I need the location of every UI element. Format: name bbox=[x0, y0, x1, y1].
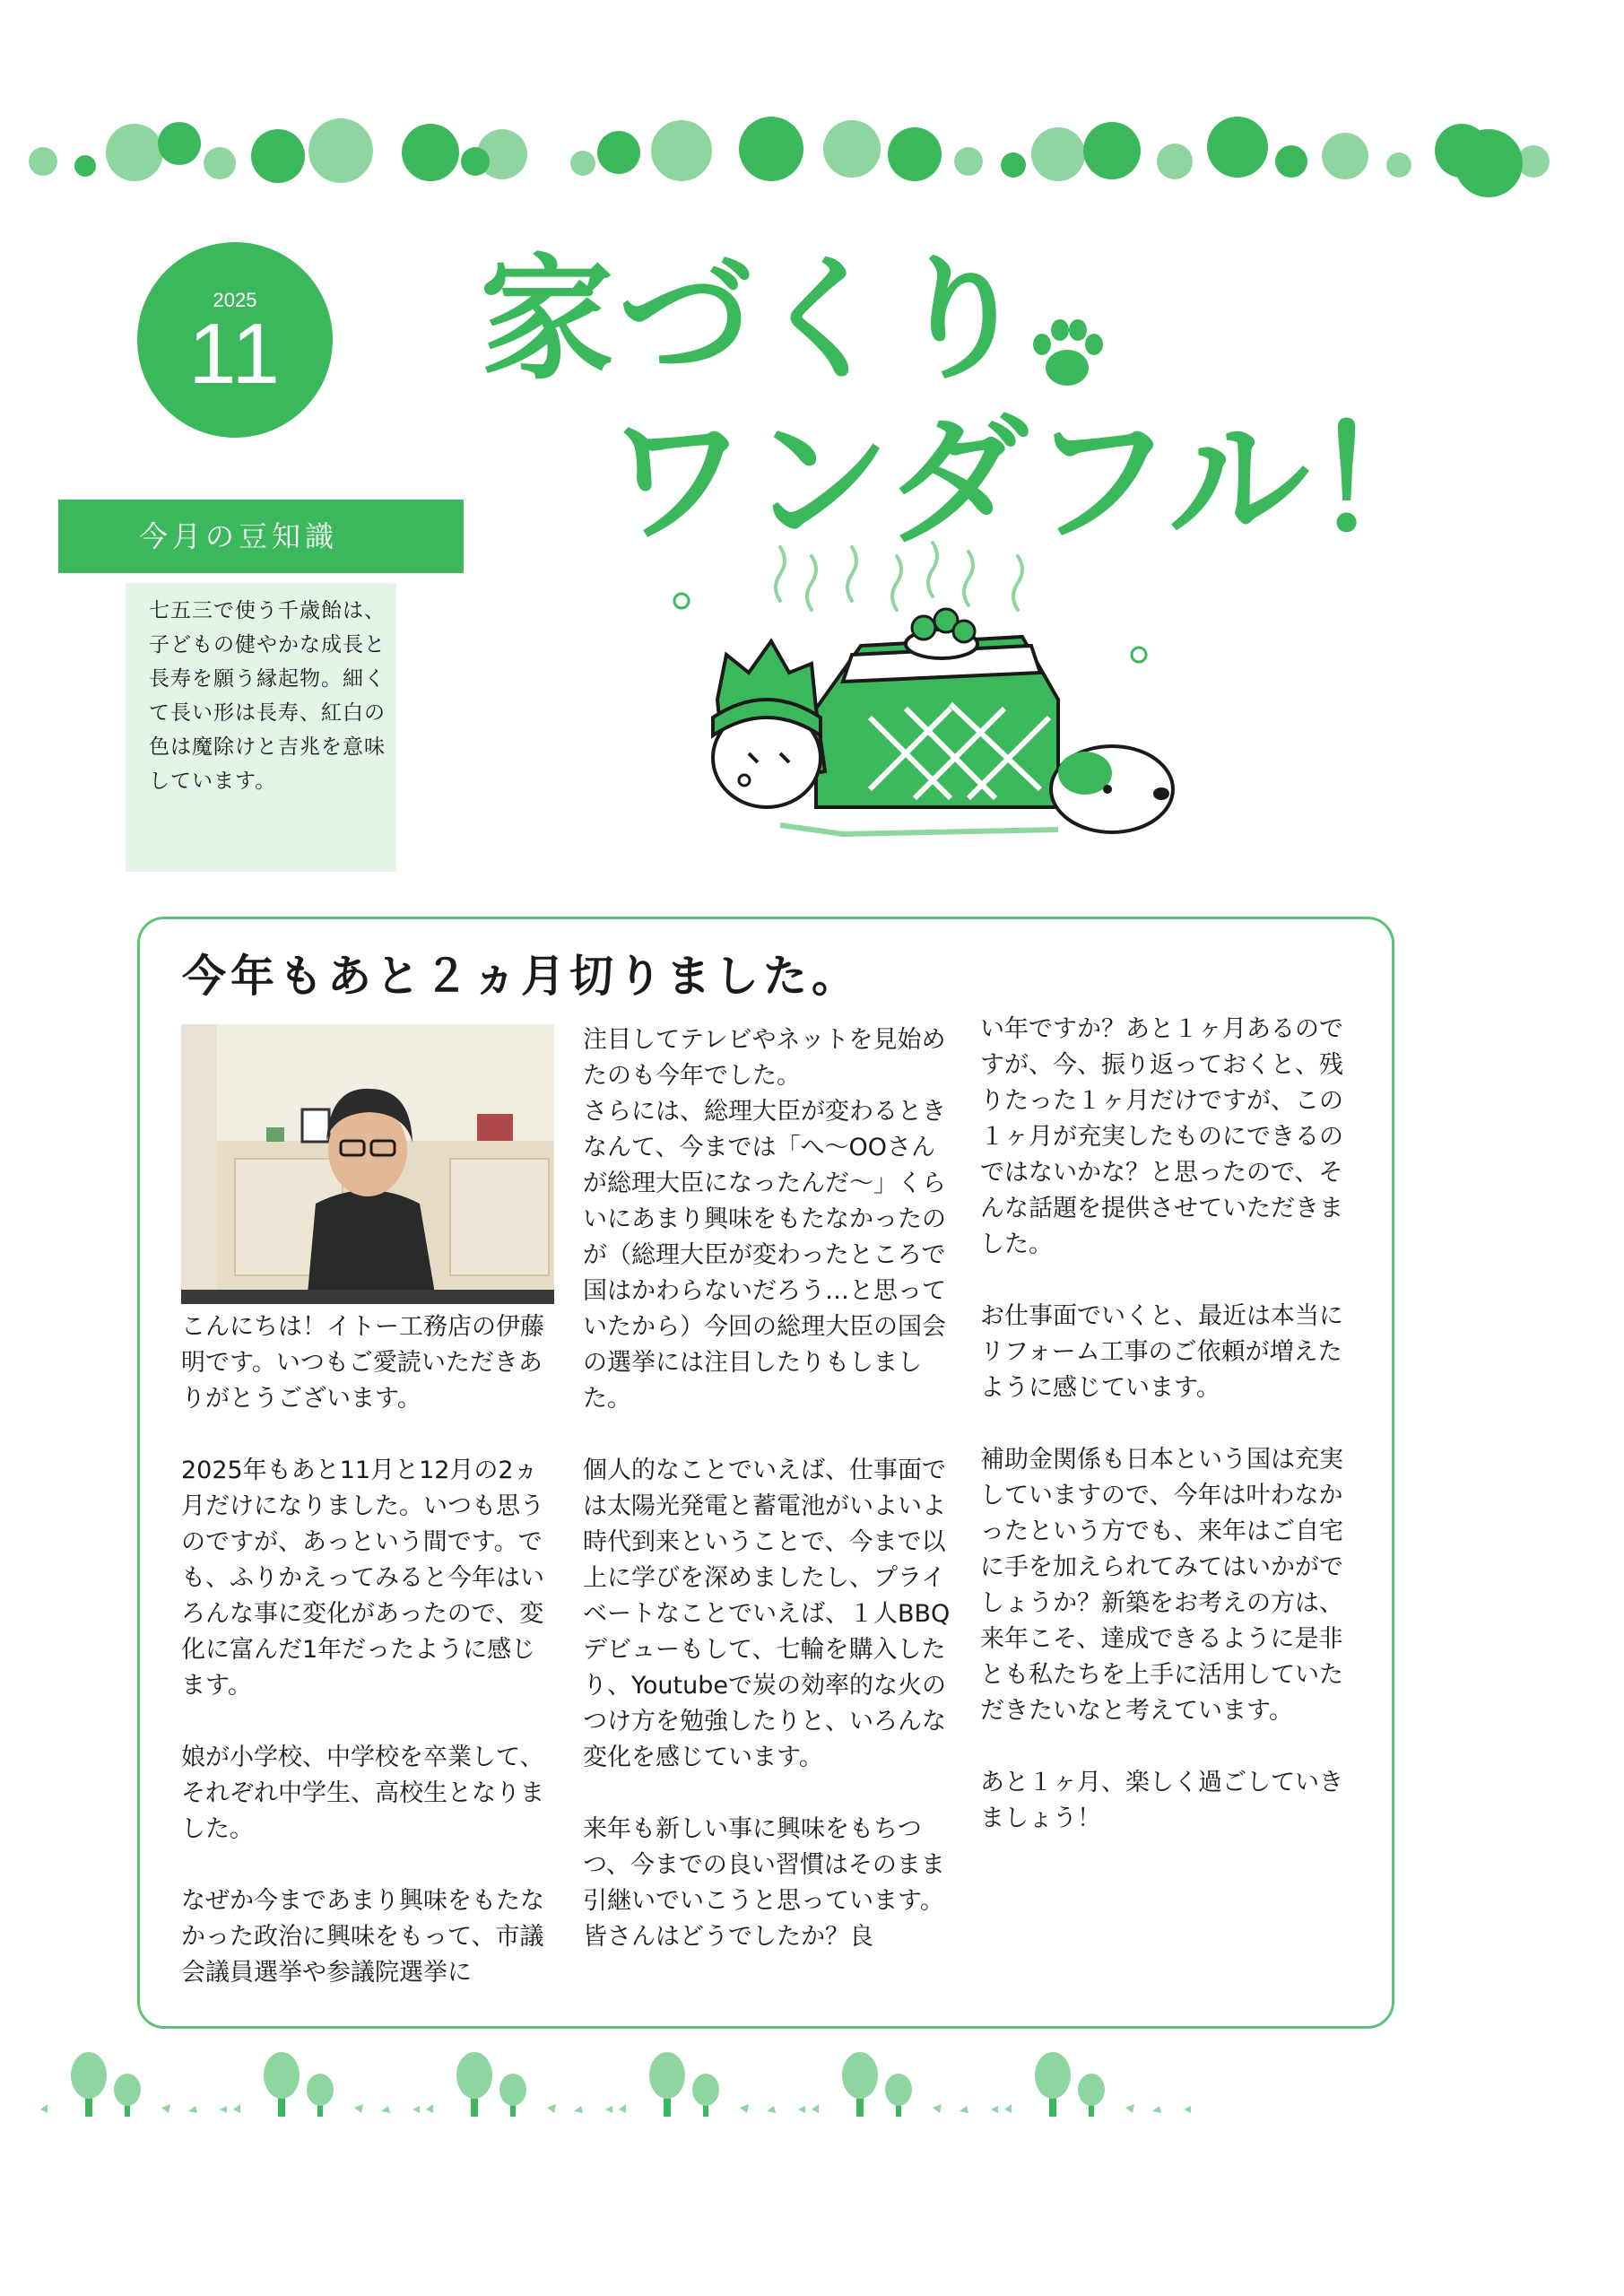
issue-year: 2025 bbox=[213, 289, 257, 311]
title-line1: 家づくり bbox=[480, 242, 1033, 398]
tip-header: 今月の豆知識 bbox=[58, 500, 464, 573]
article-headline: 今年もあと２ヵ月切りました。 bbox=[182, 951, 861, 1002]
tip-body: 七五三で使う千歳飴は、子どもの健やかな成長と長寿を願う縁起物。細くて長い形は長寿、紅白の色は魔除けと吉兆を意味しています。 bbox=[126, 583, 396, 872]
title-line2: ワンダフル！ bbox=[605, 399, 1455, 564]
author-photo bbox=[181, 1024, 554, 1304]
article-column-1: こんにちは！イトー工務店の伊藤明です。いつもご愛読いただきありがとうございます。 2025年もあと11月と12月の2ヵ月だけになりました。いつも思うのですが、あっという間です。でも、ふりかえってみると今年はいろんな事に変化があったので、変化に富んだ1年だったように感じます。 娘が小学校、中学校を卒業して、それぞれ中学生、高校生となりました。 なぜか今まであまり興味をもたなかった政治に興味をもって、市議会議員選挙や参議院選挙に bbox=[181, 1313, 544, 1987]
article-column-3: い年ですか？あと１ヶ月あるのですが、今、振り返っておくと、残りたった１ヶ月だけですが、この１ヶ月が充実したものにできるのではないかな？と思ったので、そんな話題を提供させていただきました。 お仕事面でいくと、最近は本当にリフォーム工事のご依頼が増えたように感じています。 補助金関係も日本という国は充実していますので、今年は叶わなかったという方でも、来年はご自宅に手を加えられてみてはいかがでしょうか？新築をお考えの方は、来年こそ、達成できるように是非とも私たちを上手に活用していただきたいなと考えています。 あと１ヶ月、楽しく過ごしていきましょう！ bbox=[980, 1015, 1343, 1832]
kotatsu-illustration bbox=[664, 538, 1202, 879]
paw-icon bbox=[1022, 314, 1112, 395]
dot-border-top bbox=[0, 90, 1624, 215]
issue-month: 11 bbox=[188, 306, 282, 402]
tree-border-bottom bbox=[0, 2045, 1624, 2135]
article-column-2: 注目してテレビやネットを見始めたのも今年でした。 さらには、総理大臣が変わるときなんて、今までは「へ〜OOさんが総理大臣になったんだ〜」くらいにあまり興味をもたなかったのが（総理大臣が変わったところで国はかわらないだろう…と思っていたから）今回の総理大臣の国会の選挙には注目したりもしました。 個人的なことでいえば、仕事面では太陽光発電と蓄電池がいよいよ時代到来ということで、今まで以上に学びを深めましたし、プライベートなことでいえば、１人BBQデビューもして、七輪を購入したり、Youtubeで炭の効率的な火のつけ方を勉強したりと、いろんな変化を感じています。 来年も新しい事に興味をもちつつ、今までの良い習慣はそのまま引継いでいこうと思っています。皆さんはどうでしたか？良 bbox=[583, 1026, 951, 1951]
issue-badge bbox=[137, 242, 333, 438]
